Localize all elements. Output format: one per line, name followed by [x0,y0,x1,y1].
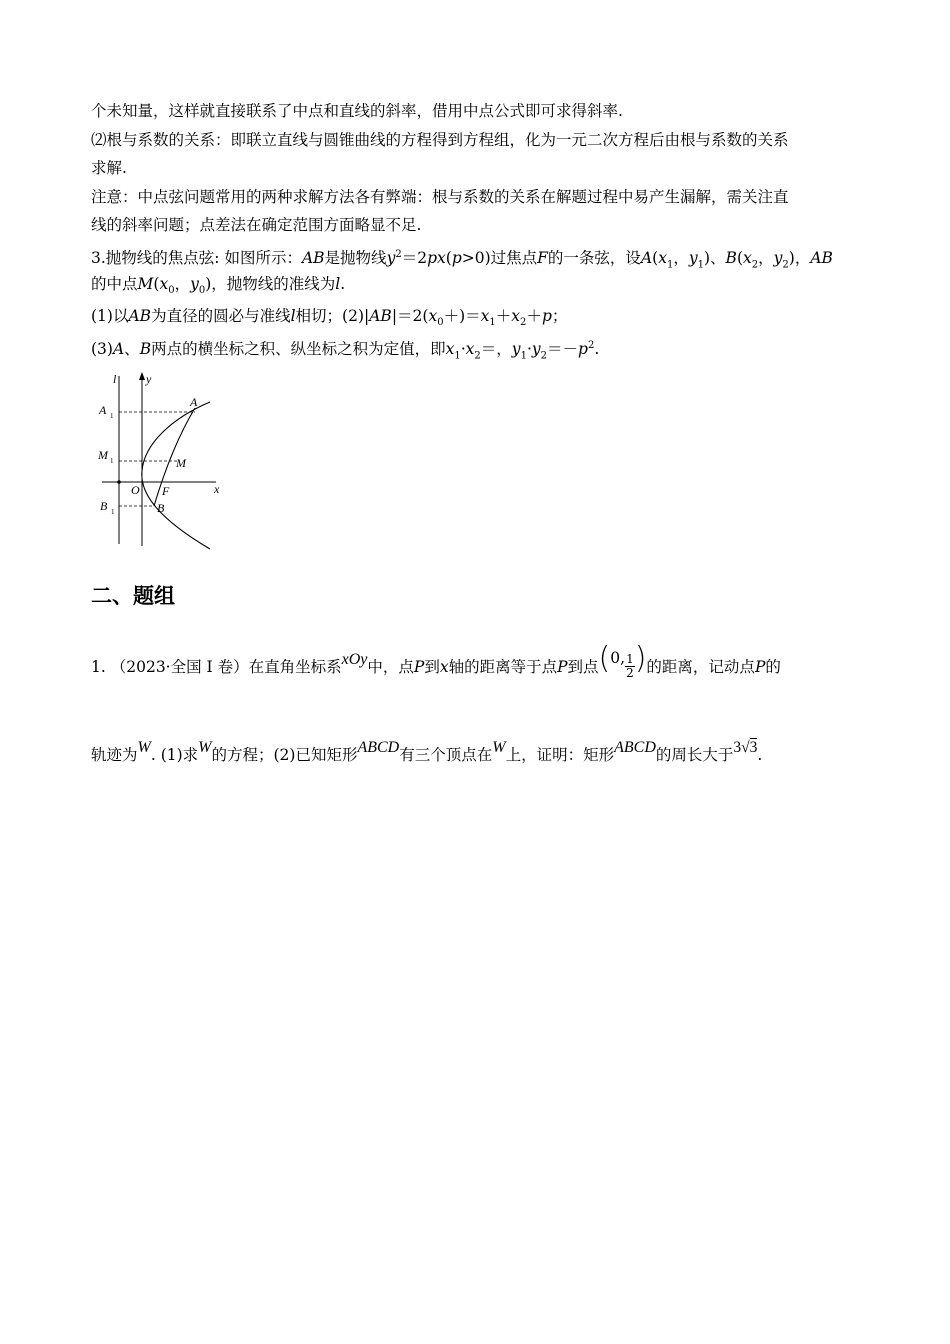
text: 线的斜率问题；点差法在确定范围方面略显不足. [91,216,422,234]
text: . [340,275,346,293]
text: ( [445,249,452,268]
text: 个未知量，这样就直接联系了中点和直线的斜率，借用中点公式即可求得斜率. [91,102,623,120]
label-A1: A [99,403,107,417]
math-var: AB [128,307,152,325]
text: 的周长大于 [655,746,734,764]
math-var: l [290,307,296,325]
math-var: W [137,739,151,756]
text: ⑵根与系数的关系：即联立直线与圆锥曲线的方程得到方程组，化为一元二次方程后由根与系数的关系 [91,131,789,149]
text: 两点的横坐标之积、纵坐标之积为定值，即 [151,340,446,359]
math-var: P [413,658,425,676]
subscript: 1 [489,317,496,329]
subscript: 2 [782,259,789,271]
text: . [594,340,600,359]
text: ， [673,249,689,268]
paragraph-line [91,187,789,207]
math-var: P [557,658,568,676]
text: 的 [765,658,781,676]
math-var: AB [369,307,392,325]
label-O: O [131,483,140,497]
text: >0)过焦点 [461,249,538,268]
text: 上，证明：矩形 [505,746,615,764]
superscript: 2 [587,340,595,351]
paragraph-line [91,101,623,121]
text: 的距离，记动点 [646,658,755,676]
denominator: 2 [626,666,634,680]
math-var: x [445,340,455,359]
text: 中，点 [367,658,414,676]
subscript: 1 [697,259,704,271]
math-var: y [773,249,783,268]
text: |＝2( [391,307,429,325]
subscript: 0 [168,285,175,297]
text: 、 [124,340,140,359]
math-var: y [190,275,199,293]
math-var: AB [810,249,833,268]
text: 求解. [91,159,127,177]
subscript: 1 [520,350,527,362]
math-var: y [386,249,396,268]
numerator: 1 [626,652,634,666]
point-coordinate: (0, $\frac{1}{2}$ ) [598,641,647,680]
parabola-curve [142,402,210,549]
text: ＝－ [547,340,579,359]
paragraph-line [91,336,599,366]
label-y: y [146,372,152,386]
paragraph-line [91,215,421,235]
subscript: 0 [198,285,206,297]
math-var: p [541,307,552,325]
question-line-2 [91,739,763,765]
subscript: 2 [751,259,759,271]
label-A: A [190,395,198,409]
math-var: y [511,340,521,359]
math-var: ABCD [357,739,400,756]
math-var: x [480,307,490,325]
text: （2023·全国 I 卷）在直角坐标系 [110,658,342,676]
paragraph-line [91,306,567,333]
text: ＋)＝ [443,307,481,325]
section-heading: 二、题组 [91,584,175,608]
math-var: y [688,249,698,268]
coefficient: 3 [733,739,742,756]
math-var: A [112,340,125,359]
superscript: 2 [395,249,402,260]
text: (1)以 [91,307,129,325]
label-F: F [162,484,170,498]
subscript: 2 [474,350,481,362]
math-var: xOy [341,651,368,668]
paragraph-line [91,245,833,275]
math-var: x [439,658,449,676]
point-on-directrix [117,480,121,484]
text: 注意：中点弦问题常用的两种求解方法各有弊端：根与系数的关系在解题过程中易产生漏解，需关注直 [91,188,789,206]
math-var: B [725,249,737,268]
label-x: x [214,482,220,496]
math-var: ABCD [614,739,656,756]
text: 为直径的圆必与准线 [151,307,291,325]
sqrt-expression [733,739,757,756]
question-number: 1. [91,658,106,676]
math-var: F [537,249,548,268]
text: 轴的距离等于点 [448,658,558,676]
math-var: W [198,739,212,756]
label-l: l [113,372,117,386]
text: . (1)求 [150,746,199,764]
text: (3) [91,340,113,359]
text: )， [788,249,811,268]
text: · [460,340,466,359]
math-var: y [531,340,541,359]
question-line-1 [91,641,781,686]
subscript: 0 [437,317,444,329]
paragraph-line [91,274,345,301]
fraction [625,653,635,680]
text: ＝， [480,340,512,359]
label-B1: B [100,499,108,513]
label-A1-sub: 1 [110,412,114,420]
math-var: AB [301,249,325,268]
text: 3.抛物线的焦点弦: 如图所示： [91,249,302,268]
math-var: x [159,275,169,293]
text: ( [652,249,659,268]
math-var: P [754,658,766,676]
text: 的中点 [91,275,138,293]
paragraph-line [91,158,127,178]
text: 到点 [567,658,599,676]
text: 有三个顶点在 [399,746,493,764]
coord-zero: 0, [610,649,626,667]
sqrt-symbol: √ [741,739,750,756]
text: . [757,746,763,764]
text: ＝2 [401,249,428,268]
text: )、 [703,249,726,268]
label-B1-sub: 1 [111,508,115,516]
math-var: A [640,249,653,268]
text: ， [758,249,774,268]
text: ； [551,307,568,325]
text: 的方程；(2)已知矩形 [211,746,358,764]
text: ( [736,249,743,268]
paragraph-line [91,130,789,150]
text: 相切；(2)| [295,307,370,325]
math-var: x [658,249,667,268]
math-var: W [492,739,506,756]
subscript: 2 [520,317,527,329]
label-B: B [157,501,165,515]
math-var: B [139,340,152,359]
text: )，抛物线的准线为 [205,275,336,293]
label-M1-sub: 1 [110,457,114,465]
math-var: x [465,340,475,359]
text: · [526,340,532,359]
label-M: M [176,456,186,470]
text: 轨迹为 [91,746,138,764]
math-var: px [427,249,446,268]
text: 是抛物线 [324,249,387,268]
text: 到 [424,658,440,676]
math-var: l [335,275,341,293]
label-M1: M [98,448,108,462]
math-var: M [137,275,154,293]
math-var: p [578,340,588,359]
text: ( [153,275,160,293]
math-var: x [428,307,438,325]
text: ＋ [526,307,542,325]
radicand: 3 [749,739,758,756]
math-var: x [511,307,521,325]
text: 的一条弦，设 [547,249,641,268]
math-var: x [743,249,752,268]
subscript: 2 [540,350,548,362]
text: ＋ [495,307,512,325]
text: ， [174,275,191,293]
parabola-figure [92,366,232,554]
math-var: p [451,249,462,268]
subscript: 1 [666,259,674,271]
subscript: 1 [454,350,461,362]
